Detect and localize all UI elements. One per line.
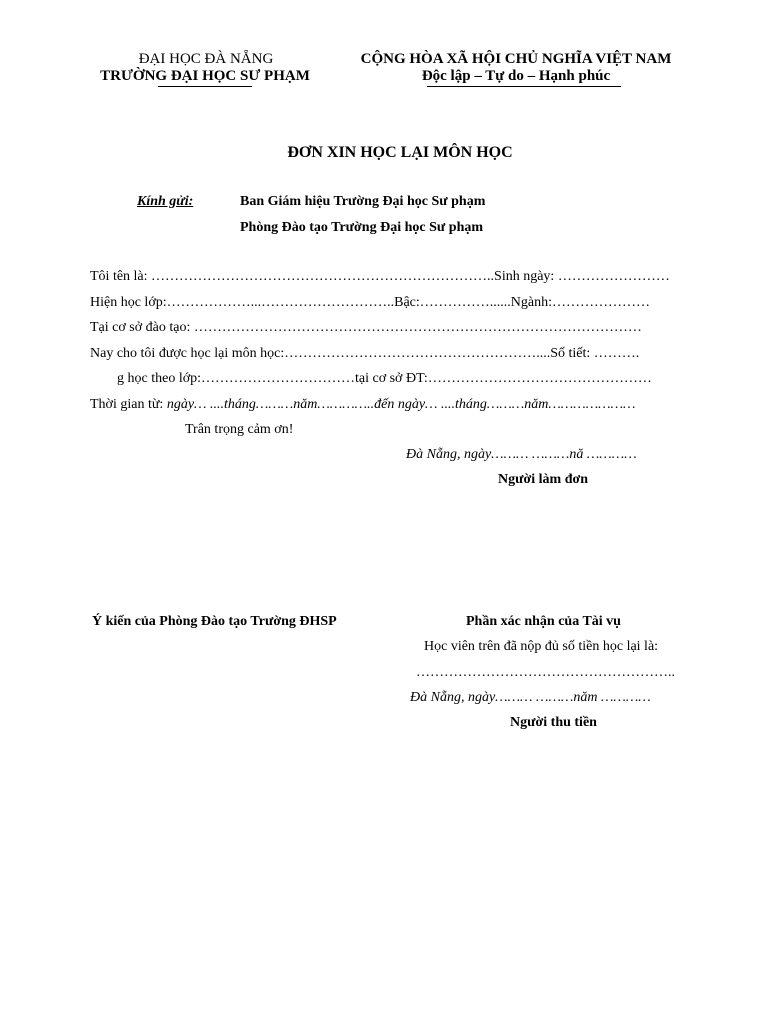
addressee-label: Kính gửi: — [137, 194, 194, 209]
addressee-line-1: Ban Giám hiệu Trường Đại học Sư phạm — [240, 194, 486, 209]
finance-statement: Học viên trên đã nộp đủ số tiền học lại là: — [424, 639, 659, 654]
field-time-label: Thời gian từ: — [90, 397, 167, 412]
addressee-line-2: Phòng Đào tạo Trường Đại học Sư phạm — [240, 220, 484, 235]
form-title: ĐƠN XIN HỌC LẠI MÔN HỌC — [287, 144, 513, 161]
finance-heading: Phần xác nhận của Tài vụ — [466, 614, 621, 629]
applicant-signer: Người làm đơn — [498, 472, 589, 487]
header-school: TRƯỜNG ĐẠI HỌC SƯ PHẠM — [100, 68, 310, 84]
field-time — [90, 396, 636, 413]
field-study-class: g học theo lớp:……………………………tại cơ sở ĐT:………………………………………… — [117, 371, 652, 386]
finance-amount-line: ……………………………………………….. — [416, 665, 675, 680]
closing-thanks: Trân trọng cảm ơn! — [185, 422, 294, 437]
header-motto-underline — [427, 86, 621, 87]
header-motto: Độc lập – Tự do – Hạnh phúc — [421, 68, 611, 84]
field-name: Tôi tên là: ………………………………………………………………..Sinh ngày: …………………… — [90, 269, 670, 284]
finance-date-line: Đà Nẵng, ngày……… ………năm ………… — [410, 690, 651, 705]
training-office-heading: Ý kiến của Phòng Đào tạo Trường ĐHSP — [92, 614, 337, 629]
header-university: ĐẠI HỌC ĐÀ NẴNG — [138, 51, 274, 67]
header-school-underline — [158, 86, 252, 87]
field-campus: Tại cơ sở đào tạo: …………………………………………………………………………………… — [90, 320, 642, 335]
field-subject: Nay cho tôi được học lại môn học:………………………………………………....Số tiết: ………. — [90, 346, 640, 361]
applicant-date-line: Đà Nẵng, ngày……… ………nă ………… — [406, 447, 637, 462]
finance-signer: Người thu tiền — [510, 715, 597, 730]
field-time-value: ngày… ....tháng………năm…………..đến ngày… ....tháng………năm………………… — [166, 397, 636, 412]
field-class: Hiện học lớp:………………...………………………..Bậc:……………......Ngành:………………… — [90, 295, 650, 310]
header-republic: CỘNG HÒA XÃ HỘI CHỦ NGHĨA VIỆT NAM — [360, 51, 672, 67]
